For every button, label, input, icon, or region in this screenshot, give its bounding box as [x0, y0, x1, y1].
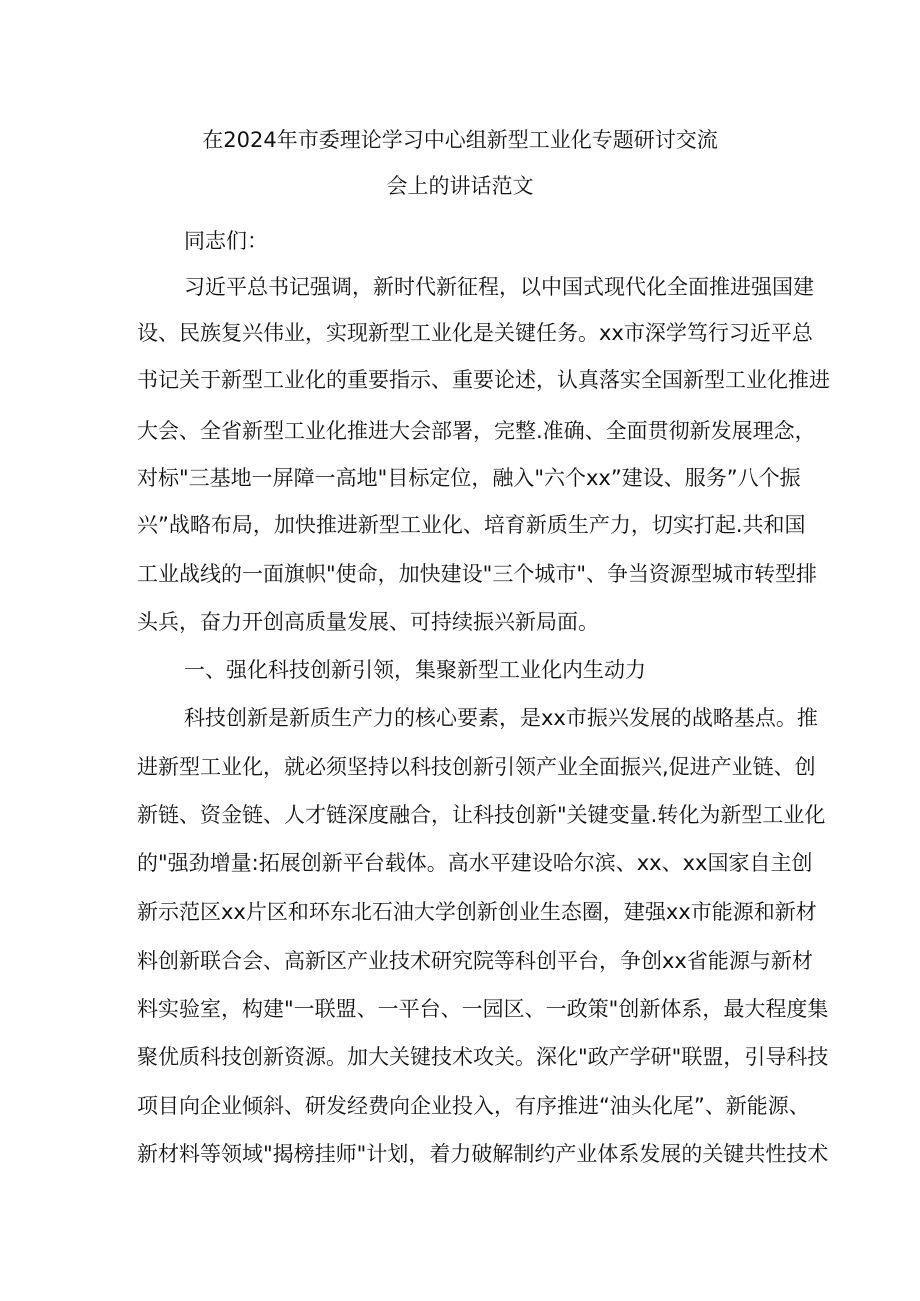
salutation: 同志们：	[184, 229, 268, 253]
paragraph-1-line: 兴”战略布局，加快推进新型工业化、培育新质生产力，切实打起.共和国	[137, 513, 806, 537]
paragraph-2-line: 新材料等领域"揭榜挂师"计划，着力破解制约产业体系发展的关键共性技术	[137, 1142, 829, 1166]
paragraph-2-line: 聚优质科技创新资源。加大关键技术攻关。深化"政产学研"联盟，引导科技	[137, 1045, 829, 1069]
paragraph-2-line: 新链、资金链、人才链深度融合，让科技创新"关键变量.转化为新型工业化	[137, 803, 826, 827]
paragraph-2-line: 的"强劲增量:拓展创新平台载体。高水平建设哈尔滨、xx、xx国家自主创	[137, 851, 813, 875]
paragraph-1-line: 习近平总书记强调，新时代新征程，以中国式现代化全面推进强国建	[184, 275, 814, 299]
document-title-line-2: 会上的讲话范文	[386, 174, 534, 198]
paragraph-1-line: 对标"三基地一屏障一高地"目标定位，融入"六个xx”建设、服务”八个振	[137, 466, 801, 490]
paragraph-1-line: 设、民族复兴伟业，实现新型工业化是关键任务。xx市深学笃行习近平总	[137, 321, 813, 345]
paragraph-1-line: 工业战线的一面旗帜"使命，加快建设"三个城市"、争当资源型城市转型排	[137, 562, 817, 586]
paragraph-2-line: 科技创新是新质生产力的核心要素，是xx市振兴发展的战略基点。推	[184, 706, 818, 730]
paragraph-2-line: 料创新联合会、高新区产业技术研究院等科创平台，争创xx省能源与新材	[137, 949, 813, 973]
document-title-line-1: 在2024年市委理论学习中心组新型工业化专题研讨交流	[202, 128, 718, 152]
paragraph-1-line: 书记关于新型工业化的重要指示、重要论述，认真落实全国新型工业化推进	[137, 368, 830, 392]
paragraph-2-line: 新示范区xx片区和环东北石油大学创新创业生态圈，建强xx市能源和新材	[137, 900, 817, 924]
paragraph-2-line: 项目向企业倾斜、研发经费向企业投入，有序推进“油头化尾”、新能源、	[137, 1094, 810, 1118]
paragraph-1-line: 大会、全省新型工业化推进大会部署，完整.准确、全面贯彻新发展理念，	[137, 419, 816, 443]
paragraph-2-line: 进新型工业化，就必须坚持以科技创新引领产业全面振兴,促进产业链、创	[137, 755, 816, 779]
paragraph-2-line: 料实验室，构建"一联盟、一平台、一园区、一政策"创新体系，最大程度集	[137, 997, 829, 1021]
paragraph-1-line: 头兵，奋力开创高质量发展、可持续振兴新局面。	[137, 610, 599, 634]
section-heading-1: 一、强化科技创新引领，集聚新型工业化内生动力	[184, 658, 646, 682]
